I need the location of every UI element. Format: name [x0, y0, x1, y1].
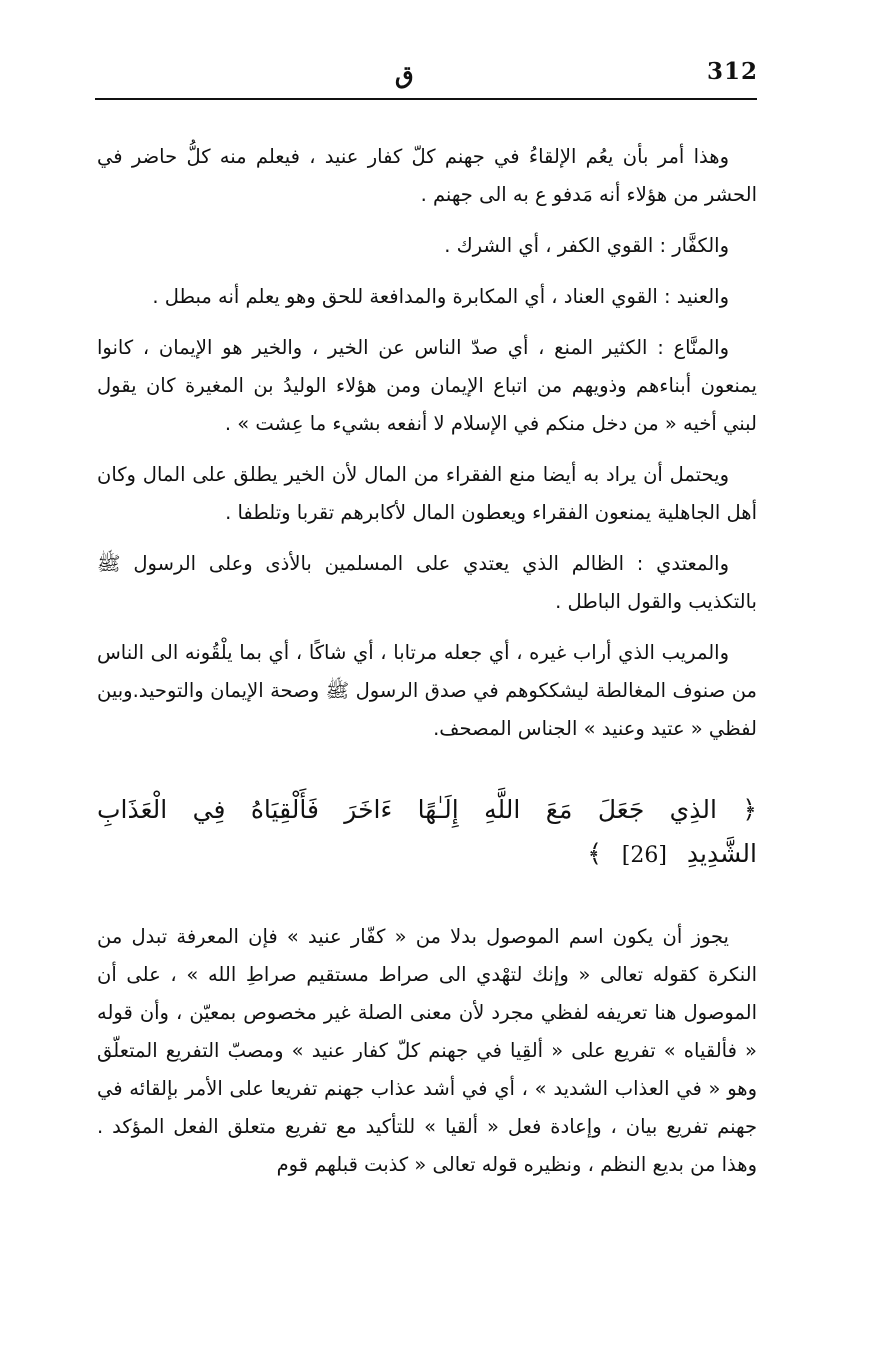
verse-close-bracket: ﴾ — [587, 839, 602, 868]
commentary-paragraph: يجوز أن يكون اسم الموصول بدلا من « كفّار عنيد » فإن المعرفة تبدل من النكرة كقوله تعالى « وإنك لتهْدي الى صراط مستقيم صراطِ الله » ، على أن الموصول هنا تعريفه لفظي مجرد لأن معنى الصلة غير مخصوص بمعيّن ، وأن قوله « فألقياه » تفريع على « ألقِيا في جهنم كلّ كفار عنيد » ومصبّ التفريع المتعلّق وهو « في العذاب الشديد » ، أي في أشد عذاب جهنم تفريعا على الأمر بإلقائه في جهنم تفريع بيان ، وإعادة فعل « ألقيا » للتأكيد مع تفريع متعلق الفعل المؤكد . وهذا من بديع النظم ، ونظيره قوله تعالى « كذبت قبلهم قوم — [97, 925, 757, 1176]
verse-open-bracket: ﴿ — [742, 795, 757, 824]
page-body — [97, 138, 757, 1197]
verse-text: الذِي جَعَلَ مَعَ اللَّهِ إِلَـٰهًا ءَاخَرَ فَأَلْقِيَاهُ فِي الْعَذَابِ الشَّدِيدِ — [97, 795, 757, 868]
paragraph: والمريب الذي أراب غيره ، أي جعله مرتابا ، أي شاكًا ، أي بما يلْقُونه الى الناس من صنوف المغالطة ليشككوهم في صدق الرسول ﷺ وصحة الإيمان والتوحيد.وبين لفظي « عتيد وعنيد » الجناس المصحف. — [97, 641, 757, 740]
running-head: ق — [395, 60, 414, 89]
paragraph: والمعتدي : الظالم الذي يعتدي على المسلمين بالأذى وعلى الرسول ﷺ بالتكذيب والقول الباطل . — [97, 552, 757, 613]
page-header — [95, 58, 757, 98]
header-rule — [95, 98, 757, 100]
quran-verse — [97, 788, 757, 878]
paragraph: والكفَّار : القوي الكفر ، أي الشرك . — [444, 234, 729, 257]
paragraph: والمنَّاع : الكثير المنع ، أي صدّ الناس عن الخير ، والخير هو الإيمان ، كانوا يمنعون أبناءهم وذويهم من اتباع الإيمان ومن هؤلاء الوليدُ بن المغيرة كان يقول لبني أخيه « من دخل منكم في الإسلام لا أنفعه بشيء ما عِشت » . — [97, 336, 757, 435]
paragraph: ويحتمل أن يراد به أيضا منع الفقراء من المال لأن الخير يطلق على المال وكان أهل الجاهلية يمنعون الفقراء ويعطون المال لأكابرهم تقربا وتلطفا . — [97, 463, 757, 524]
verse-number: [26] — [621, 843, 667, 868]
paragraph: وهذا أمر بأن يعُم الإلقاءُ في جهنم كلّ كفار عنيد ، فيعلم منه كلُّ حاضر في الحشر من هؤلاء أنه مَدفو ع به الى جهنم . — [97, 145, 757, 206]
page-number: 312 — [707, 58, 759, 85]
paragraph: والعنيد : القوي العناد ، أي المكابرة والمدافعة للحق وهو يعلم أنه مبطل . — [152, 285, 729, 308]
